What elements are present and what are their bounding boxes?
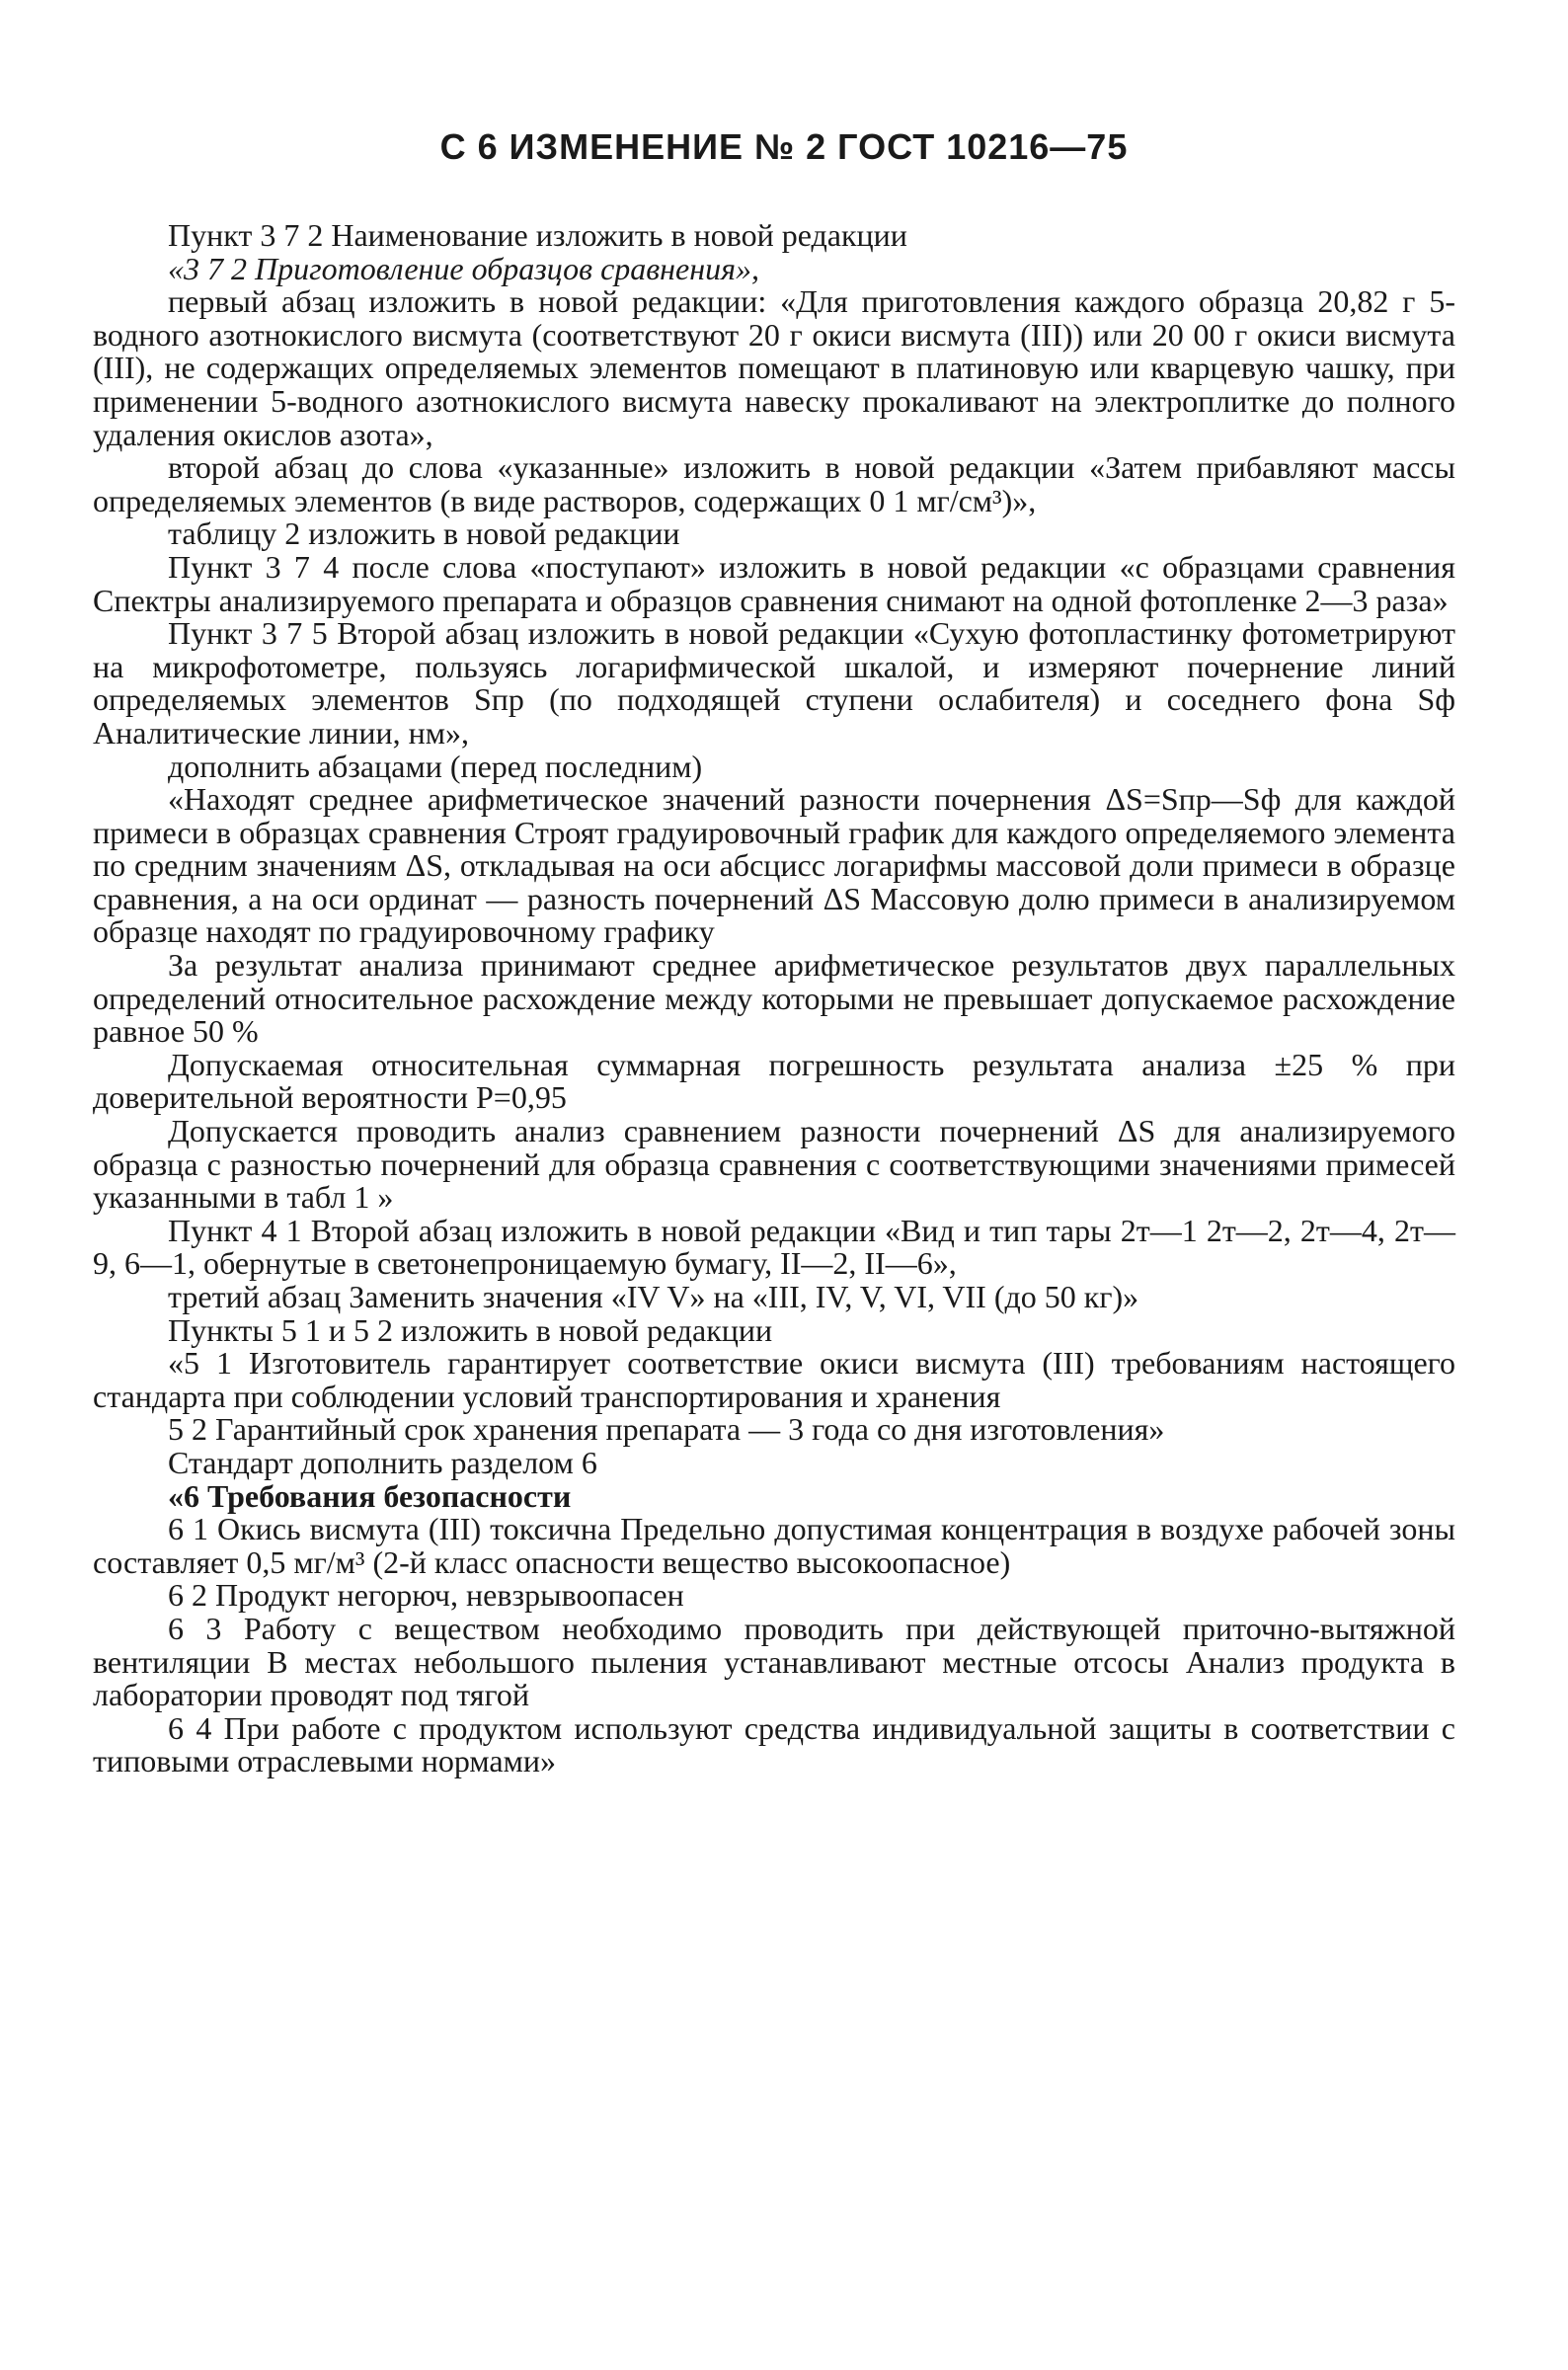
paragraph: Допускается проводить анализ сравнением разности почернений ΔS для анализируемого образца с разностью почернений для образца сравнения с соответствующими значениями примесей указанными в табл 1 » <box>93 1113 1455 1216</box>
paragraph-italic-title: «3 7 2 Приготовление образцов сравнения», <box>168 250 759 286</box>
paragraph: 6 2 Продукт негорюч, невзрывоопасен <box>168 1577 684 1614</box>
paragraph: Пункты 5 1 и 5 2 изложить в новой редакции <box>168 1311 773 1348</box>
paragraph: Стандарт дополнить разделом 6 <box>168 1444 597 1480</box>
paragraph: Пункт 4 1 Второй абзац изложить в новой редакции «Вид и тип тары 2т—1 2т—2, 2т—4, 2т—9, 6—1, обернутые в светонепроницаемую бумагу, II—2, II—6», <box>93 1212 1455 1282</box>
paragraph: второй абзац до слова «указанные» изложить в новой редакции «Затем прибавляют массы определяемых элементов (в виде растворов, содержащих 0 1 мг/см³)», <box>93 449 1455 518</box>
paragraph: «Находят среднее арифметическое значений разности почернения ΔS=Sпр—Sф для каждой примеси в образцах сравнения Строят градуировочный график для каждого определяемого элемента по средним значениям ΔS, откладывая на оси абсцисс логарифмы массовой доли примеси в образце сравнения, а на оси ординат — разность почернений ΔS Массовую долю примеси в анализируемом образце находят по градуировочному графику <box>93 781 1455 950</box>
paragraph: Допускаемая относительная суммарная погрешность результата анализа ±25 % при доверительной вероятности P=0,95 <box>93 1046 1455 1116</box>
section-heading: «6 Требования безопасности <box>168 1477 572 1514</box>
paragraph: таблицу 2 изложить в новой редакции <box>168 515 680 552</box>
paragraph: 6 3 Работу с веществом необходимо проводить при действующей приточно-вытяжной вентиляции В местах небольшого пыления устанавливают местные отсосы Анализ продукта в лаборатории проводят под тягой <box>93 1610 1455 1713</box>
paragraph: 5 2 Гарантийный срок хранения препарата — 3 года со дня изготовления» <box>168 1411 1165 1448</box>
paragraph: третий абзац Заменить значения «IV V» на «III, IV, V, VI, VII (до 50 кг)» <box>168 1279 1139 1314</box>
paragraph: Пункт 3 7 2 Наименование изложить в новой редакции <box>168 217 907 253</box>
paragraph: дополнить абзацами (перед последним) <box>168 748 703 784</box>
paragraph: 6 4 При работе с продуктом используют средства индивидуальной защиты в соответствии с типовыми отраслевыми нормами» <box>93 1709 1455 1779</box>
paragraph: Пункт 3 7 5 Второй абзац изложить в новой редакции «Сухую фотопластинку фотометрируют на микрофотометре, пользуясь логарифмической шкалой, и измеряют почернение линий определяемых элементов Sпр (по подходящей ступени ослабителя) и соседнего фона Sф Аналитические линии, нм», <box>93 615 1455 750</box>
paragraph: «5 1 Изготовитель гарантирует соответствие окиси висмута (III) требованиям настоящего стандарта при соблюдении условий транспортирования и хранения <box>93 1345 1455 1414</box>
paragraph: первый абзац изложить в новой редакции: «Для приготовления каждого образца 20,82 г 5-водного азотнокислого висмута (соответствуют 20 г окиси висмута (III)) или 20 00 г окиси висмута (III), не содержащих определяемых элементов помещают в платиновую или кварцевую чашку, при применении 5-водного азотнокислого висмута навеску прокаливают на электроплитке до полного удаления окислов азота», <box>93 283 1455 452</box>
paragraph: Пункт 3 7 4 после слова «поступают» изложить в новой редакции «с образцами сравнения Спектры анализируемого препарата и образцов сравнения снимают на одной фотопленке 2—3 раза» <box>93 548 1455 618</box>
document-body <box>93 219 1455 1778</box>
paragraph: 6 1 Окись висмута (III) токсична Предельно допустимая концентрация в воздухе рабочей зоны составляет 0,5 мг/м³ (2-й класс опасности вещество высокоопасное) <box>93 1511 1455 1580</box>
page-header: С 6 ИЗМЕНЕНИЕ № 2 ГОСТ 10216—75 <box>439 126 1129 167</box>
paragraph: За результат анализа принимают среднее арифметическое результатов двух параллельных определений относительное расхождение между которыми не превышает допускаемое расхождение равное 50 % <box>93 947 1455 1050</box>
